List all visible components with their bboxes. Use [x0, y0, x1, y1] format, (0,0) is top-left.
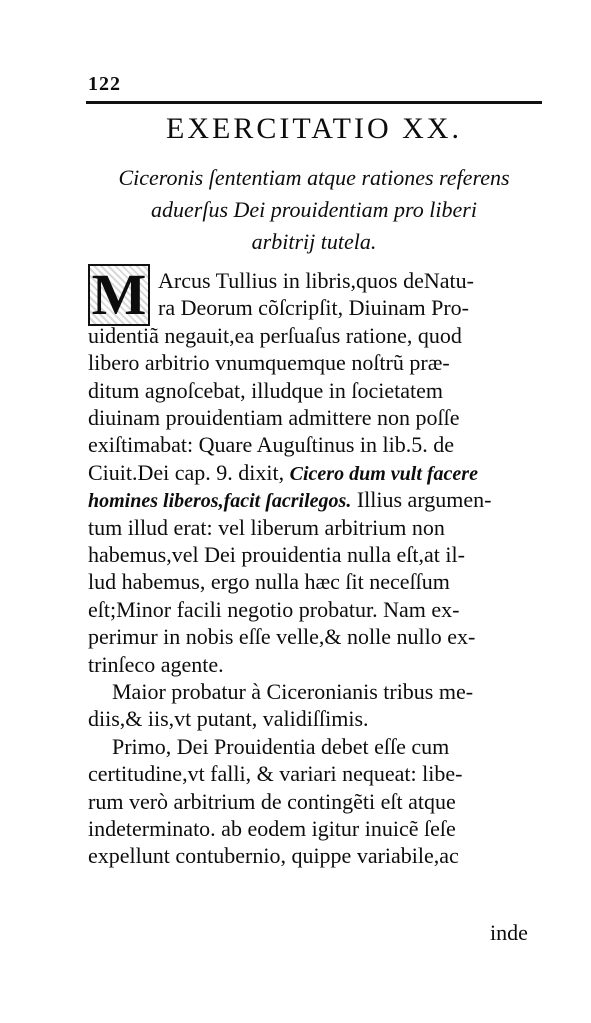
line-text: exiſtimabat: Quare Auguſtinus in lib.5. de [88, 432, 454, 458]
subtitle-line: aduerſus Dei prouidentiam pro liberi [151, 197, 477, 222]
line-text: Arcus Tullius in libris,quos deNatu- [158, 268, 474, 293]
body-line [88, 569, 542, 595]
body-line [88, 624, 542, 650]
line-text: uidentiã negauit,ea perſuaſus ratione, quod [88, 322, 462, 348]
line-text: eſt;Minor facili negotio probatur. Nam ex- [88, 596, 460, 622]
body-line [88, 405, 542, 431]
body-line [88, 706, 542, 732]
line-text: ra Deorum cõſcripſit, Diuinam Pro- [158, 295, 469, 321]
body-line [88, 487, 542, 514]
body-line [88, 542, 542, 568]
line-text: diuinam prouidentiam admittere non poſſe [88, 405, 460, 430]
line-text: lud habemus, ergo nulla hæc ſit neceſſum [88, 569, 450, 595]
line-text: ditum agnoſcebat, illudque in ſocietatem [88, 377, 443, 403]
body-line [88, 323, 542, 349]
body-line [88, 460, 542, 487]
body-line [88, 350, 542, 376]
body-line [158, 268, 542, 294]
body-line [88, 515, 542, 541]
line-text: certitudine,vt falli, & variari nequeat: libe- [88, 761, 463, 787]
line-text: tum illud erat: vel liberum arbitrium non [88, 514, 445, 540]
body-line [112, 679, 542, 705]
drop-cap-letter: M [91, 262, 147, 327]
line-text: Primo, Dei Prouidentia debet eſſe cum [112, 733, 450, 759]
italic-quote: Cicero dum vult facere [289, 462, 478, 485]
line-text: libero arbitrio vnumquemque noſtrũ præ- [88, 350, 450, 376]
subtitle-line: arbitrij tutela. [251, 229, 377, 254]
chapter-title: EXERCITATIO XX. [166, 112, 462, 145]
body-line [158, 295, 542, 321]
line-text: diis,& iis,vt putant, validiſſimis. [88, 706, 369, 732]
line-text: Maior probatur à Ciceronianis tribus me- [112, 679, 474, 704]
line-text: expellunt contubernio, quippe variabile,ac [88, 843, 459, 869]
body-line [88, 789, 542, 815]
page-number: 122 [88, 73, 121, 95]
line-text: Illius argumen- [351, 487, 492, 513]
catchword: inde [490, 920, 528, 945]
body-line [88, 816, 542, 842]
line-text: perimur in nobis eſſe velle,& nolle nullo ex- [88, 624, 476, 650]
body-line [88, 597, 542, 623]
line-text: Ciuit.Dei cap. 9. dixit, [88, 459, 290, 485]
line-text: indeterminato. ab eodem igitur inuicẽ ſeſe [88, 816, 456, 841]
drop-cap [88, 264, 150, 326]
body-line [88, 378, 542, 404]
body-line [112, 734, 542, 760]
line-text: trinſeco agente. [88, 651, 224, 677]
body-line [88, 432, 542, 458]
subtitle-line: Ciceronis ſententiam atque rationes referens [118, 165, 510, 190]
body-line [88, 652, 542, 678]
italic-quote: homines liberos,facit ſacrilegos. [88, 490, 352, 513]
line-text: habemus,vel Dei prouidentia nulla eſt,at il- [88, 542, 465, 567]
body-line [88, 761, 542, 787]
header-rule [86, 101, 542, 104]
body-line [88, 843, 542, 869]
line-text: rum verò arbitrium de contingẽti eſt atque [88, 788, 456, 814]
subtitle [88, 162, 540, 258]
